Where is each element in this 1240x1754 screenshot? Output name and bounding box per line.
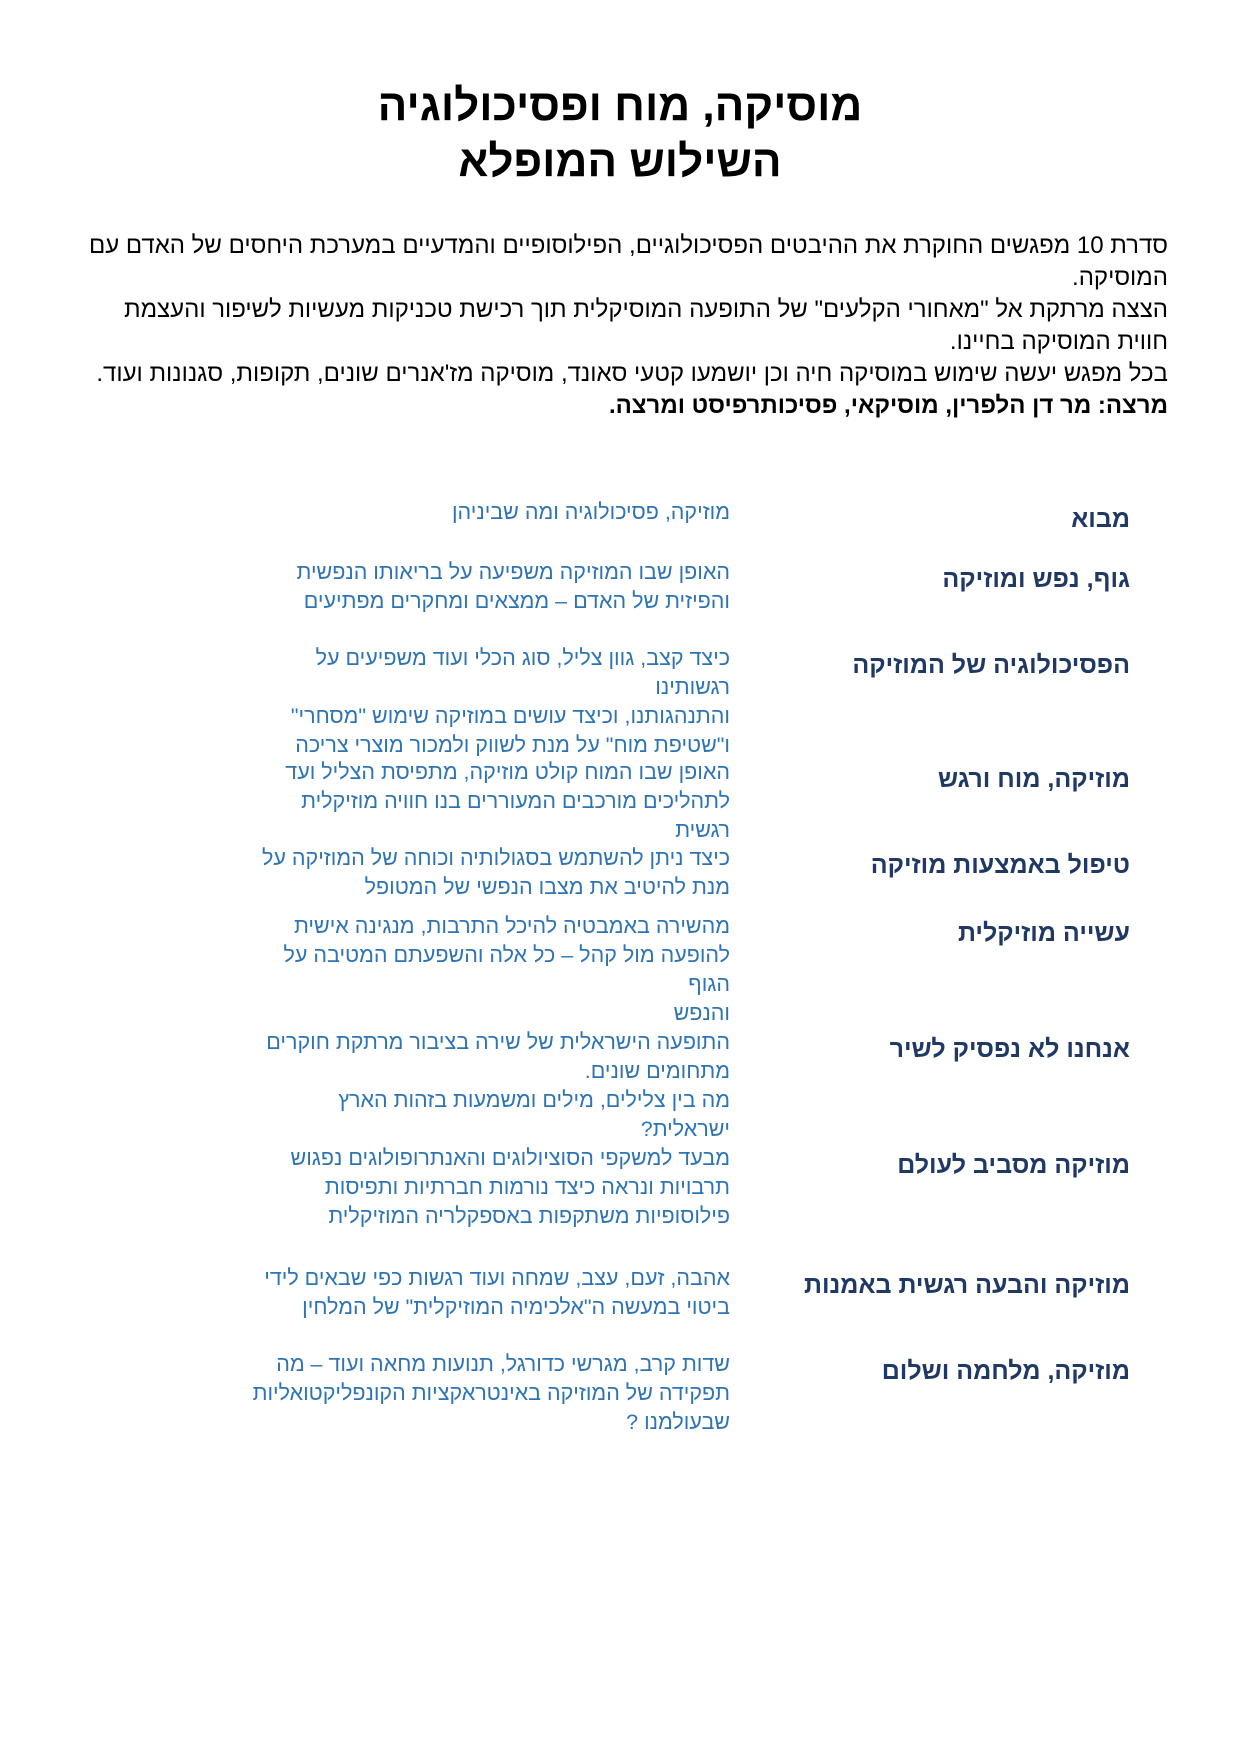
description-line: והנפש xyxy=(673,1001,730,1025)
session-description xyxy=(250,1264,730,1322)
session-description xyxy=(250,1144,730,1231)
page-title xyxy=(0,78,1240,190)
description-line: שדות קרב, מגרשי כדורגל, תנועות מחאה ועוד – מה xyxy=(276,1352,730,1376)
session-topic: מבוא xyxy=(1071,505,1130,533)
description-line: ביטוי במעשה ה"אלכימיה המוזיקלית" של המלחין xyxy=(302,1295,730,1319)
description-line: והתנהגותנו, וכיצד עושים במוזיקה שימוש "מסחרי" xyxy=(290,704,730,728)
description-line: מנת להיטיב את מצבו הנפשי של המטופל xyxy=(364,875,730,899)
session-description xyxy=(250,912,730,1028)
session-topic: מוזיקה, מוח ורגש xyxy=(938,765,1130,793)
description-line: להופעה מול קהל – כל אלה והשפעתם המטיבה על הגוף xyxy=(283,943,730,996)
session-topic: הפסיכולוגיה של המוזיקה xyxy=(852,651,1130,679)
description-line: האופן שבו המוח קולט מוזיקה, מתפיסת הצליל ועד xyxy=(285,760,730,784)
description-line: לתהליכים מורכבים המעוררים בנו חוויה מוזיקלית רגשית xyxy=(301,789,730,842)
session-topic: מוזיקה מסביב לעולם xyxy=(897,1151,1130,1179)
description-line: ו"שטיפת מוח" על מנת לשווק ולמכור מוצרי צריכה xyxy=(295,733,730,757)
session-description xyxy=(250,1350,730,1437)
session-topic: גוף, נפש ומוזיקה xyxy=(942,565,1130,593)
session-topic: מוזיקה, מלחמה ושלום xyxy=(881,1357,1130,1385)
session-topic: מוזיקה והבעה רגשית באמנות xyxy=(804,1271,1130,1299)
description-line: פילוסופיות משתקפות באספקלריה המוזיקלית xyxy=(328,1204,730,1228)
session-description xyxy=(250,758,730,845)
intro-paragraph-1: סדרת 10 מפגשים החוקרת את ההיבטים הפסיכולוגיים, הפילוסופיים והמדעיים במערכת היחסים של האדם עם המוסיקה. xyxy=(88,232,1168,291)
description-line: התופעה הישראלית של שירה בציבור מרתקת חוקרים xyxy=(266,1030,730,1054)
description-line: והפיזית של האדם – ממצאים ומחקרים מפתיעים xyxy=(303,589,730,613)
session-description xyxy=(250,644,730,760)
session-description xyxy=(250,558,730,616)
description-line: אהבה, זעם, עצב, שמחה ועוד רגשות כפי שבאים לידי xyxy=(264,1266,730,1290)
session-description xyxy=(250,1028,730,1144)
description-line: תרבויות ונראה כיצד נורמות חברתיות ותפיסות xyxy=(324,1175,730,1199)
session-topic: אנחנו לא נפסיק לשיר xyxy=(889,1035,1130,1063)
session-description xyxy=(250,498,730,527)
description-line: מה בין צלילים, מילים ומשמעות בזהות הארץ ישראלית? xyxy=(338,1088,730,1141)
intro-paragraph-2: הצצה מרתקת אל "מאחורי הקלעים" של התופעה המוסיקלית תוך רכישת טכניקות מעשיות לשיפור והעצמת חווית המוסיקה בחיינו. xyxy=(123,296,1168,355)
description-line: מתחומים שונים. xyxy=(584,1059,730,1083)
description-line: מהשירה באמבטיה להיכל התרבות, מנגינה אישית xyxy=(293,914,730,938)
description-line: כיצד ניתן להשתמש בסגולותיה וכוחה של המוזיקה על xyxy=(262,846,730,870)
description-line: כיצד קצב, גוון צליל, סוג הכלי ועוד משפיעים על רגשותינו xyxy=(315,646,730,699)
session-topic: טיפול באמצעות מוזיקה xyxy=(870,851,1130,879)
description-line: מבעד למשקפי הסוציולוגים והאנתרופולוגים נפגוש xyxy=(290,1146,730,1170)
title-line-2: השילוש המופלא xyxy=(458,137,782,186)
presenter-line: מרצה: מר דן הלפרין, מוסיקאי, פסיכותרפיסט ומרצה. xyxy=(609,392,1168,419)
session-description xyxy=(250,844,730,902)
description-line: האופן שבו המוזיקה משפיעה על בריאותו הנפשית xyxy=(296,560,730,584)
title-line-1: מוסיקה, מוח ופסיכולוגיה xyxy=(377,81,863,130)
intro-text xyxy=(72,230,1168,422)
description-line: תפקידה של המוזיקה באינטראקציות הקונפליקטואליות xyxy=(252,1381,730,1405)
intro-paragraph-3: בכל מפגש יעשה שימוש במוסיקה חיה וכן יושמעו קטעי סאונד, מוסיקה מז'אנרים שונים, תקופות, סגנונות ועוד. xyxy=(96,360,1168,387)
description-line: מוזיקה, פסיכולוגיה ומה שביניהן xyxy=(451,500,730,524)
session-topic: עשייה מוזיקלית xyxy=(957,919,1130,947)
description-line: שבעולמנו ? xyxy=(626,1410,730,1434)
